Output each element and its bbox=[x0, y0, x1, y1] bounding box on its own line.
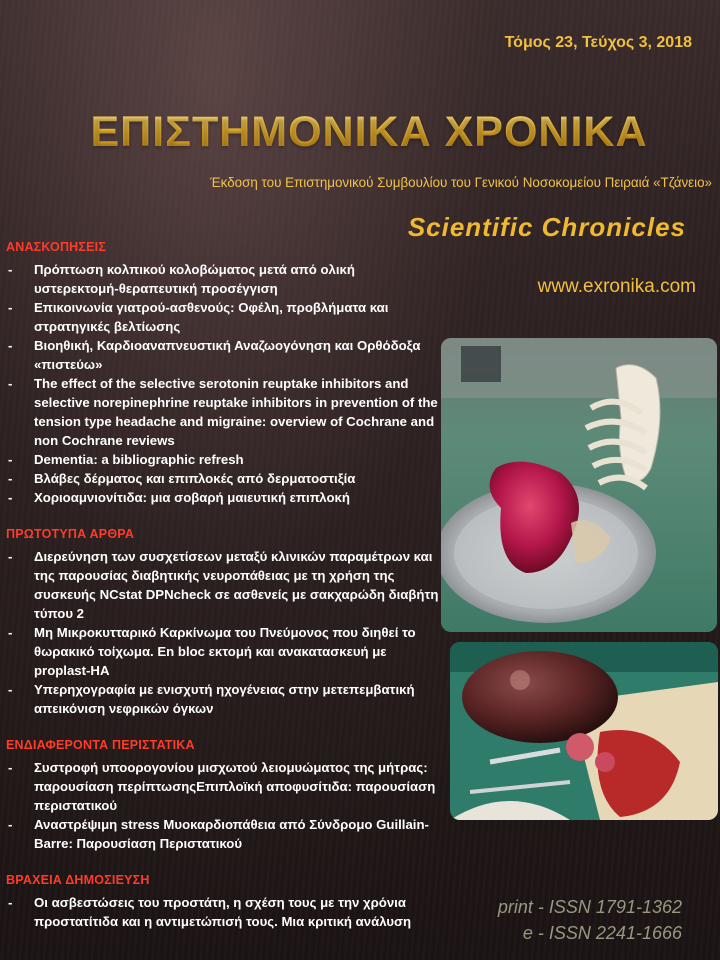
article-item[interactable]: - Υπερηχογραφία με ενισχυτή ηχογένειας στην μετεπεμβατική απεικόνιση νεφρικών όγκων bbox=[6, 680, 442, 718]
article-list bbox=[6, 758, 442, 853]
article-item[interactable]: - Βλάβες δέρματος και επιπλοκές από δερματοστιξία bbox=[6, 469, 442, 488]
intraoperative-photo bbox=[450, 642, 718, 820]
article-list bbox=[6, 547, 442, 718]
article-item[interactable]: - Πρόπτωση κολπικού κολοβώματος μετά από ολική υστερεκτομή-θεραπευτική προσέγγιση bbox=[6, 260, 442, 298]
article-list bbox=[6, 893, 442, 931]
article-item[interactable]: - Μη Μικροκυτταρικό Καρκίνωμα του Πνεύμονος που διηθεί το θωρακικό τοίχωμα. En bloc εκτομή και ανακατασκευή με proplast-HA bbox=[6, 623, 442, 680]
article-item[interactable]: - Οι ασβεστώσεις του προστάτη, η σχέση τους με την χρόνια προστατίτιδα και η αντιμετώπισή τους. Μια κριτική ανάλυση bbox=[6, 893, 442, 931]
issue-info: Τόμος 23, Τεύχος 3, 2018 bbox=[504, 34, 692, 51]
article-list bbox=[6, 260, 442, 507]
journal-title: ΕΠΙΣΤΗΜΟΝΙΚΑ ΧΡΟΝΙΚΑ bbox=[34, 108, 704, 157]
surgical-specimen-photo bbox=[441, 338, 717, 632]
article-item[interactable]: - The effect of the selective serotonin reuptake inhibitors and selective norepinephrine reuptake inhibitors in prevention of the tension type headache and migraine: overview of Cochrane and non Cochrane reviews bbox=[6, 374, 442, 450]
article-item[interactable]: - Χοριοαμνιονίτιδα: μια σοβαρή μαιευτική επιπλοκή bbox=[6, 488, 442, 507]
section-heading: ΕΝΔΙΑΦΕΡΟΝΤΑ ΠΕΡΙΣΤΑΤΙΚΑ bbox=[6, 738, 195, 752]
issn-print: print - ISSN 1791-1362 bbox=[497, 897, 682, 917]
section-original-articles bbox=[6, 527, 442, 718]
article-item[interactable]: - Επικοινωνία γιατρού-ασθενούς: Οφέλη, προβλήματα και στρατηγικές βελτίωσης bbox=[6, 298, 442, 336]
section-heading: ΠΡΩΤΟΤΥΠΑ ΑΡΘΡΑ bbox=[6, 527, 135, 541]
article-item[interactable]: - Αναστρέψιμη stress Μυοκαρδιοπάθεια από Σύνδρομο Guillain-Barre: Παρουσίαση Περιστατικού bbox=[6, 815, 442, 853]
section-heading: ΒΡΑΧΕΙΑ ΔΗΜΟΣΙΕΥΣΗ bbox=[6, 873, 150, 887]
article-item[interactable]: - Dementia: a bibliographic refresh bbox=[6, 450, 442, 469]
table-of-contents bbox=[6, 240, 442, 951]
article-item[interactable]: - Διερεύνηση των συσχετίσεων μεταξύ κλινικών παραμέτρων και της παρουσίας διαβητικής νευροπάθειας με τη χρήση της συσκευής NCstat DPNcheck σε ασθενείς με σακχαρώδη διαβήτη τύπου 2 bbox=[6, 547, 442, 623]
publisher-subtitle: Έκδοση του Επιστημονικού Συμβουλίου του Γενικού Νοσοκομείου Πειραιά «Τζάνειο» bbox=[210, 175, 712, 190]
issn-electronic: e - ISSN 2241-1666 bbox=[522, 923, 682, 943]
article-item[interactable]: - Συστροφή υποορογονίου μισχωτού λειομυώματος της μήτρας: παρουσίαση περίπτωσηςΕπιπλοϊκή αποφυσίτιδα: παρουσίαση περιστατικού bbox=[6, 758, 442, 815]
article-item[interactable]: - Βιοηθική, Καρδιοαναπνευστική Αναζωογόνηση και Ορθόδοξα «πιστεύω» bbox=[6, 336, 442, 374]
section-case-reports bbox=[6, 738, 442, 853]
website-link[interactable]: www.exronika.com bbox=[537, 276, 696, 297]
section-heading: ΑΝΑΣΚΟΠΗΣΕΙΣ bbox=[6, 240, 107, 254]
section-reviews bbox=[6, 240, 442, 507]
section-short-communication bbox=[6, 873, 442, 931]
english-title: Scientific Chronicles bbox=[407, 212, 686, 242]
